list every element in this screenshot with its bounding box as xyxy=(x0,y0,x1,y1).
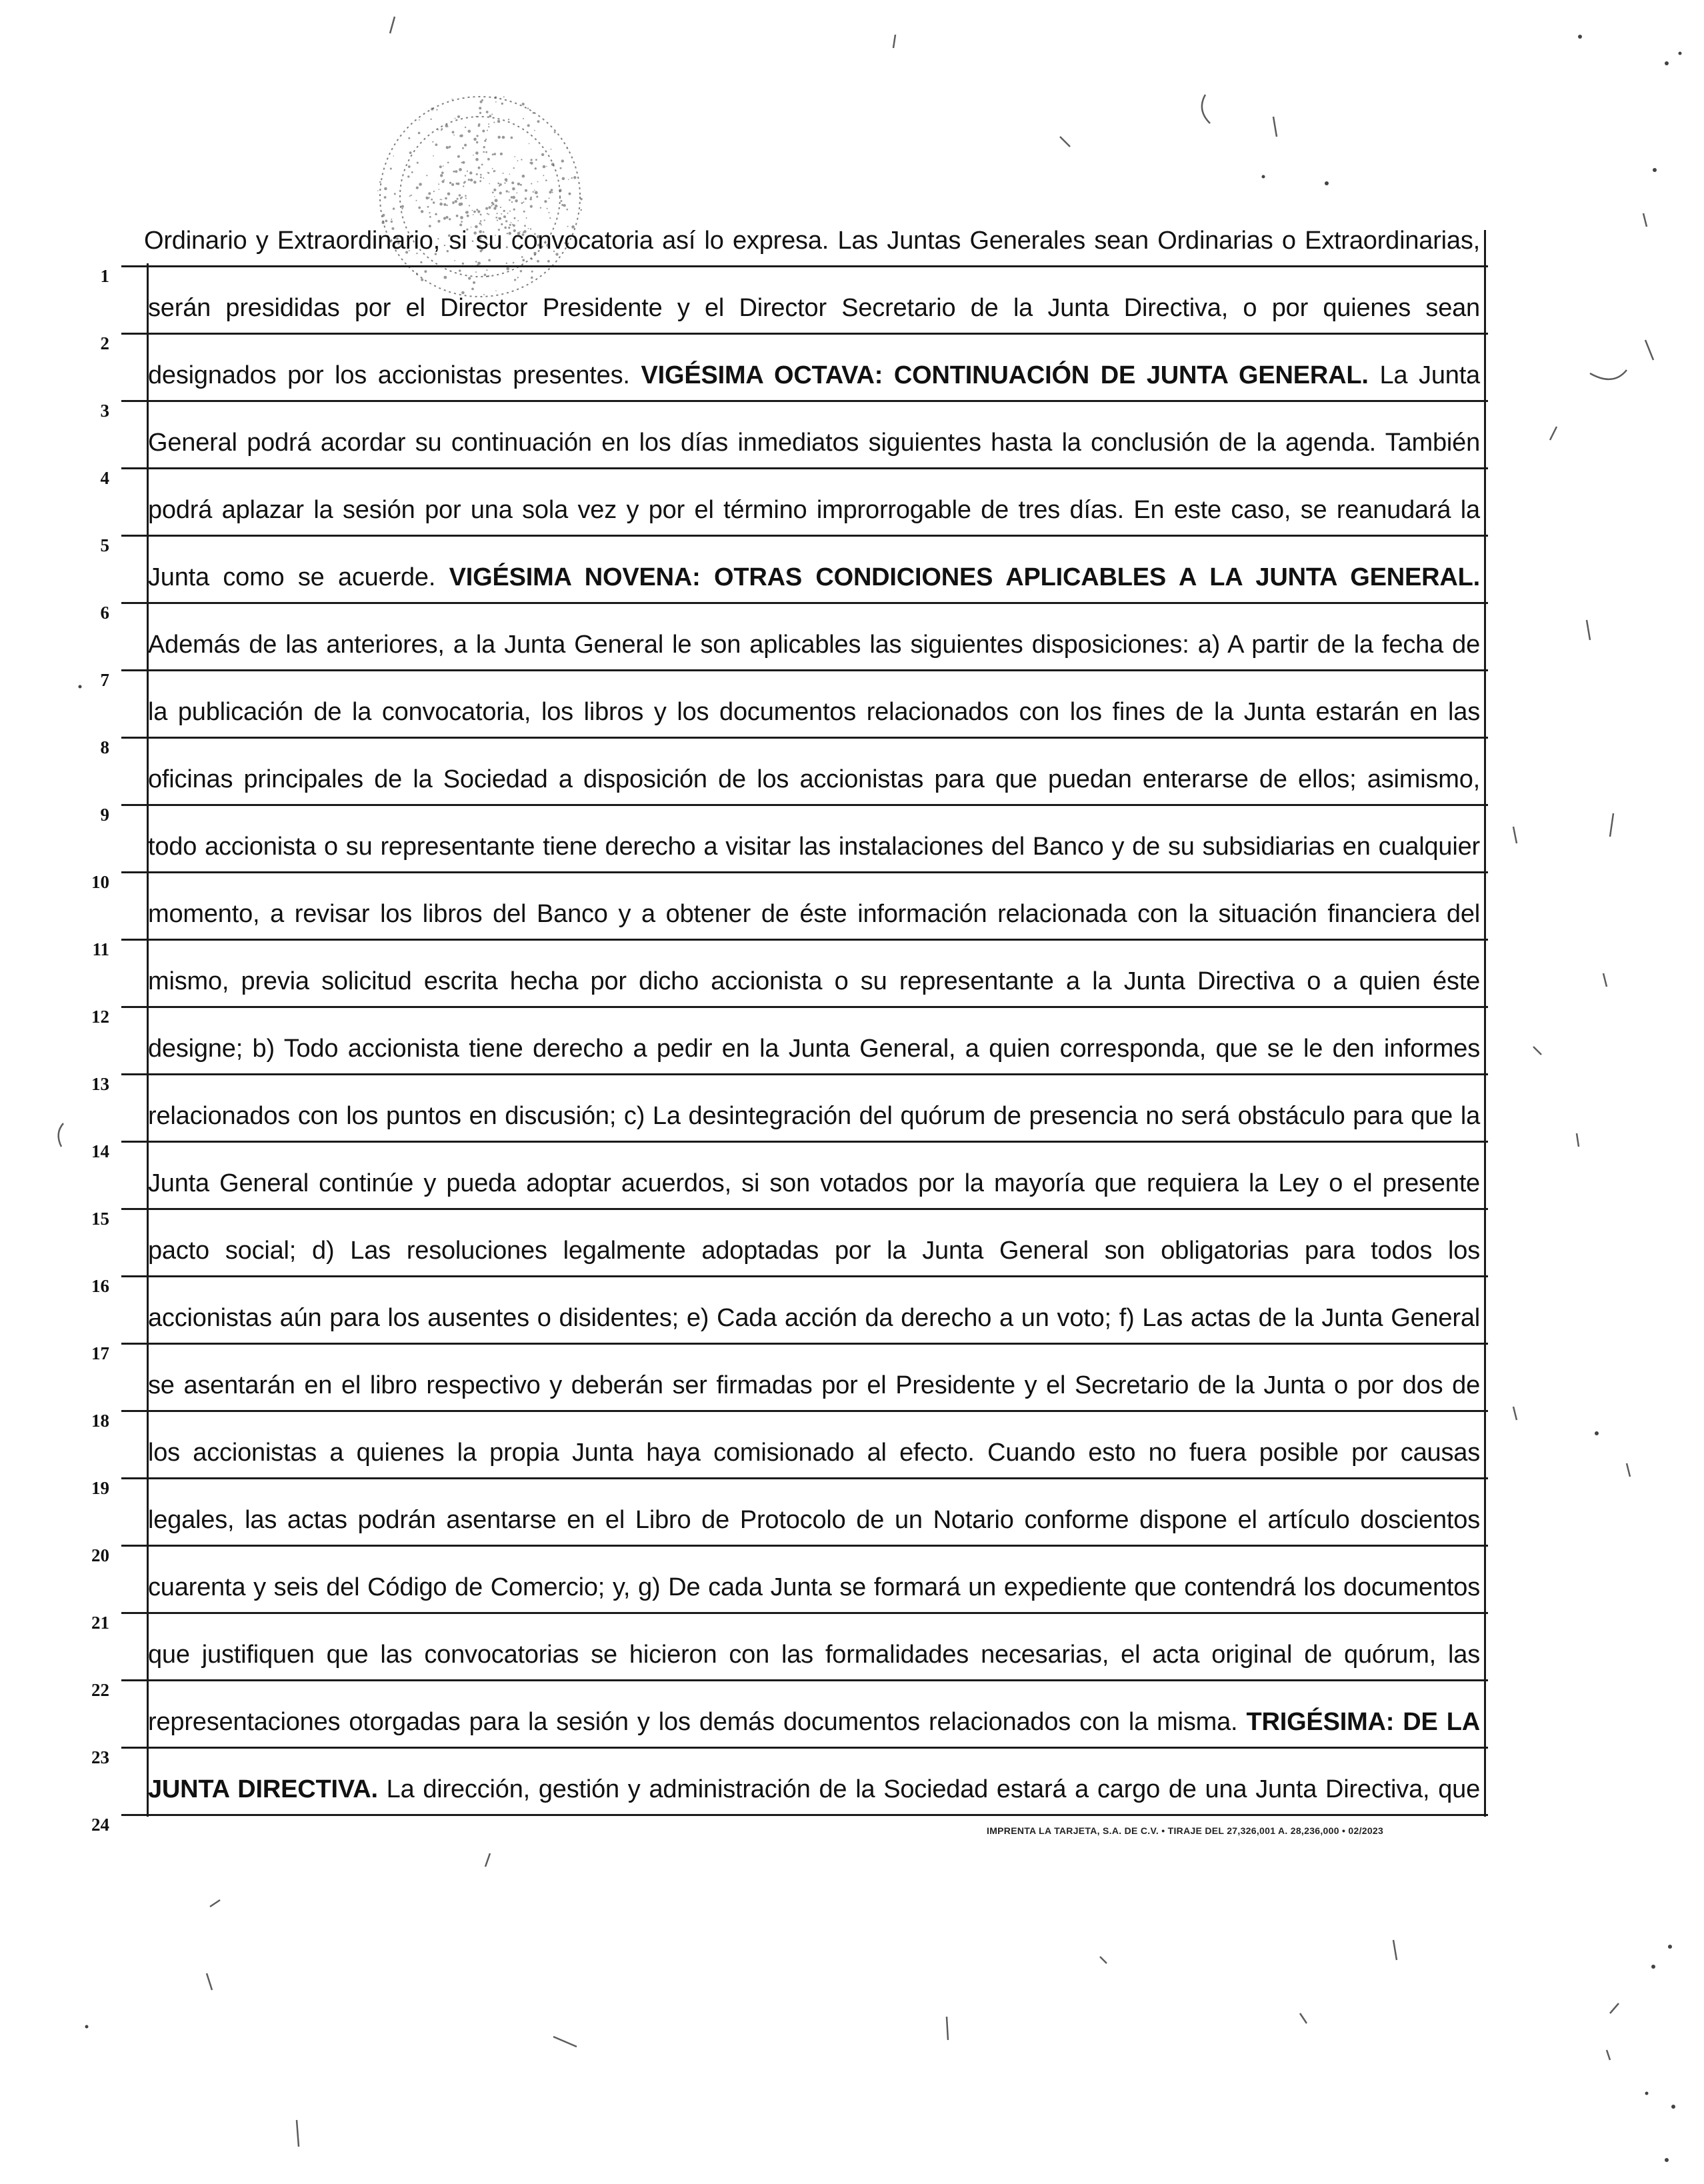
form-line xyxy=(100,267,1488,353)
form-line xyxy=(100,469,1488,555)
line-text: podrá aplazar la sesión por una sola vez y por el término improrrogable de tres días. En este caso, se reanudará la xyxy=(148,496,1480,524)
line-text: Ordinario y Extraordinario, si su convocatoria así lo expresa. Las Juntas Generales sean Ordinarias o Extraordinarias, xyxy=(144,227,1480,255)
line-number: 5 xyxy=(100,535,109,555)
line-text: oficinas principales de la Sociedad a disposición de los accionistas para que puedan enterarse de ellos; asimismo, xyxy=(148,765,1480,793)
line-text: General podrá acordar su continuación en los días inmediatos siguientes hasta la conclusión de la agenda. También xyxy=(148,429,1480,457)
line-text: Además de las anteriores, a la Junta General le son aplicables las siguientes disposiciones: a) A partir de la fecha de xyxy=(148,631,1480,659)
line-text: serán presididas por el Director Presidente y el Director Secretario de la Junta Directiva, o por quienes sean xyxy=(148,294,1480,322)
line-text: legales, las actas podrán asentarse en el Libro de Protocolo de un Notario conforme dispone el artículo doscientos xyxy=(148,1506,1480,1534)
line-text: designe; b) Todo accionista tiene derecho a pedir en la Junta General, a quien corresponda, que se le den informes xyxy=(148,1035,1480,1063)
printer-footer-note: IMPRENTA LA TARJETA, S.A. DE C.V. • TIRAJE DEL 27,326,001 A. 28,236,000 • 02/2023 xyxy=(987,1825,1384,1836)
line-number: 12 xyxy=(91,1007,109,1027)
line-number: 7 xyxy=(100,670,109,690)
line-text: todo accionista o su representante tiene derecho a visitar las instalaciones del Banco y de su subsidiarias en cualquier xyxy=(148,833,1480,861)
line-text: accionistas aún para los ausentes o disidentes; e) Cada acción da derecho a un voto; f) Las actas de la Junta General xyxy=(148,1304,1480,1332)
form-line xyxy=(100,671,1488,757)
line-number: 23 xyxy=(91,1747,109,1767)
line-number: 18 xyxy=(91,1411,109,1431)
line-text: la publicación de la convocatoria, los libros y los documentos relacionados con los fines de la Junta estarán en las xyxy=(148,698,1480,726)
line-text: que justifiquen que las convocatorias se hicieron con las formalidades necesarias, el acta original de quórum, las xyxy=(148,1641,1480,1669)
line-number: 2 xyxy=(100,333,109,353)
line-number: 22 xyxy=(91,1680,109,1700)
form-line xyxy=(100,604,1488,690)
line-number: 24 xyxy=(91,1815,109,1835)
line-number: 17 xyxy=(91,1343,109,1363)
form-line xyxy=(91,806,1488,892)
line-text: se asentarán en el libro respectivo y deberán ser firmadas por el Presidente y el Secretario de la Junta o por dos de xyxy=(148,1371,1480,1399)
line-number: 8 xyxy=(100,737,109,757)
line-number: 21 xyxy=(91,1613,109,1633)
line-number: 11 xyxy=(92,939,109,959)
form-line xyxy=(100,537,1488,623)
line-text: cuarenta y seis del Código de Comercio; y, g) De cada Junta se formará un expediente que contendrá los documentos xyxy=(148,1573,1480,1601)
form-line xyxy=(100,402,1488,488)
form-line xyxy=(100,335,1488,421)
line-number: 19 xyxy=(91,1478,109,1498)
line-text: JUNTA DIRECTIVA. La dirección, gestión y administración de la Sociedad estará a cargo de una Junta Directiva, que xyxy=(148,1775,1480,1803)
line-text: pacto social; d) Las resoluciones legalmente adoptadas por la Junta General son obligatorias para todos los xyxy=(148,1237,1480,1265)
line-number: 4 xyxy=(100,468,109,488)
line-number: 3 xyxy=(100,401,109,421)
line-text: los accionistas a quienes la propia Junta haya comisionado al efecto. Cuando esto no fuera posible por causas xyxy=(148,1439,1480,1467)
line-text: Junta General continúe y pueda adoptar acuerdos, si son votados por la mayoría que requiera la Ley o el presente xyxy=(148,1169,1480,1197)
line-number: 13 xyxy=(91,1074,109,1094)
line-number: 15 xyxy=(91,1209,109,1229)
line-number: 10 xyxy=(91,872,109,892)
line-text: mismo, previa solicitud escrita hecha por dicho accionista o su representante a la Junta Directiva o a quien éste xyxy=(148,967,1480,995)
line-number: 14 xyxy=(91,1141,109,1161)
line-text: relacionados con los puntos en discusión; c) La desintegración del quórum de presencia no será obstáculo para que la xyxy=(148,1102,1480,1130)
line-number: 9 xyxy=(100,805,109,825)
line-number: 20 xyxy=(91,1545,109,1565)
line-text: representaciones otorgadas para la sesión y los demás documentos relacionados con la misma. TRIGÉSIMA: DE LA xyxy=(148,1708,1480,1736)
line-number: 16 xyxy=(91,1276,109,1296)
line-number: 1 xyxy=(100,266,109,286)
line-text: Junta como se acuerde. VIGÉSIMA NOVENA: OTRAS CONDICIONES APLICABLES A LA JUNTA GENERAL. xyxy=(148,563,1480,591)
line-text: designados por los accionistas presentes. VIGÉSIMA OCTAVA: CONTINUACIÓN DE JUNTA GENERAL. La Junta xyxy=(148,361,1480,389)
form-line xyxy=(100,739,1488,825)
line-text: momento, a revisar los libros del Banco y a obtener de éste información relacionada con la situación financiera del xyxy=(148,900,1480,928)
line-number: 6 xyxy=(100,603,109,623)
form-line xyxy=(100,200,1488,286)
